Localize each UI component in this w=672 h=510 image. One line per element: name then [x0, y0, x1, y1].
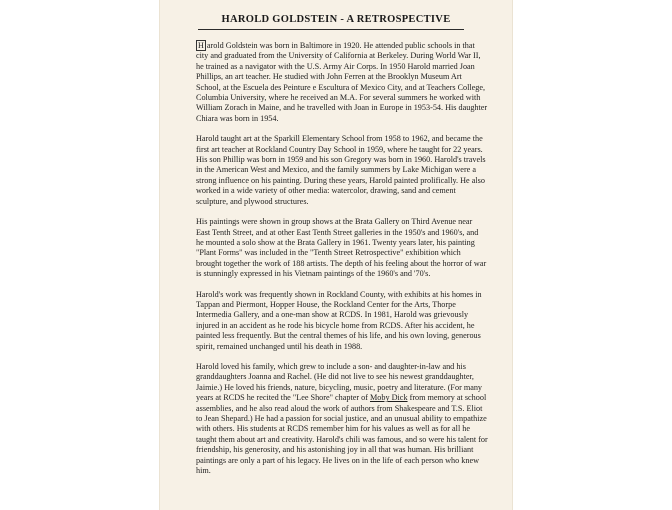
paragraph-2: Harold taught art at the Sparkill Elementary School from 1958 to 1962, and became the first art teacher at Rockland Country Day School in 1959, where he taught for 22 years. His son Phillip was born in 1959 and his son Gregory was born in 1960. Harold's travels in the American West and Mexico, and the family summers by Lake Michigan were a strong influence on his painting. During these years, Harold painted prolifically. He also worked in a wide variety of other media: watercolor, drawing, sand and cement sculpture, and plywood structures. — [196, 134, 486, 206]
paragraph-1 — [196, 40, 488, 124]
document-body — [196, 40, 488, 486]
book-title-moby-dick: Moby Dick — [370, 393, 408, 403]
paragraph-5-text-before: Harold loved his family, which grew to include a son- and daughter-in-law and his granddaughters Joanna and Rachel. (He did not live to see his newest granddaughter, Jaimie.) He loved his friends, nature, bicycling, music, poetry and literature. (For many years at RCDS he recited the "Lee Shore" chapter of — [196, 361, 483, 403]
paragraph-3: His paintings were shown in group shows at the Brata Gallery on Third Avenue near East Tenth Street, and at other East Tenth Street galleries in the 1950's and 1960's, and he mounted a solo show at the Brata Gallery in 1961. Twenty years later, his painting "Plant Forms" was included in the "Tenth Street Retrospective" exhibition which brought together the work of 188 artists. The depth of his feeling about the horror of war is stunningly expressed in his Vietnam paintings of the 1960's and '70's. — [196, 217, 487, 279]
paragraph-5 — [196, 362, 488, 476]
document-title: HAROLD GOLDSTEIN - A RETROSPECTIVE — [221, 14, 451, 25]
title-underline — [198, 29, 464, 30]
paragraph-1-text: arold Goldstein was born in Baltimore in 1920. He attended public schools in that city and graduated from the University of California at Berkeley. During World War II, he trained as a navigator with the U.S. Army Air Corps. In 1950 Harold married Joan Phillips, an art teacher. He studied with John Ferren at the Brooklyn Museum Art School, at the Escuela des Peinture e Escultura of Mexico City, and at Teachers College, Columbia University, where he received an M.A. For several summers he worked with William Zorach in Maine, and he travelled with Joan in Europe in 1953-54. His daughter Chiara was born in 1954. — [196, 41, 488, 123]
document-page — [160, 0, 512, 510]
paragraph-5-text-after: from memory at school assemblies, and he also read aloud the work of authors from Shakespeare and T.S. Eliot to Jean Shepard.) He had a passion for social justice, and an unusual ability to empathize with others. His students at RCDS remember him for his values as well as for all he taught them about art and creativity. Harold's chili was famous, and so were his talent for friendship, his generosity, and his astonishing joy in all that was human. His brilliant paintings are only a part of his legacy. He lives on in the life of each person who knew him. — [196, 393, 488, 476]
paragraph-4: Harold's work was frequently shown in Rockland County, with exhibits at his homes in Tappan and Piermont, Hopper House, the Rockland Center for the Arts, Thorpe Intermedia Gallery, and a one-man show at RCDS. In 1981, Harold was grievously injured in an accident as he rode his bicycle home from RCDS. After his accident, he painted less frequently. But the central themes of his life, and his own loving, generous spirit, remained unchanged until his death in 1988. — [196, 289, 482, 351]
boxed-initial: H — [198, 41, 204, 50]
